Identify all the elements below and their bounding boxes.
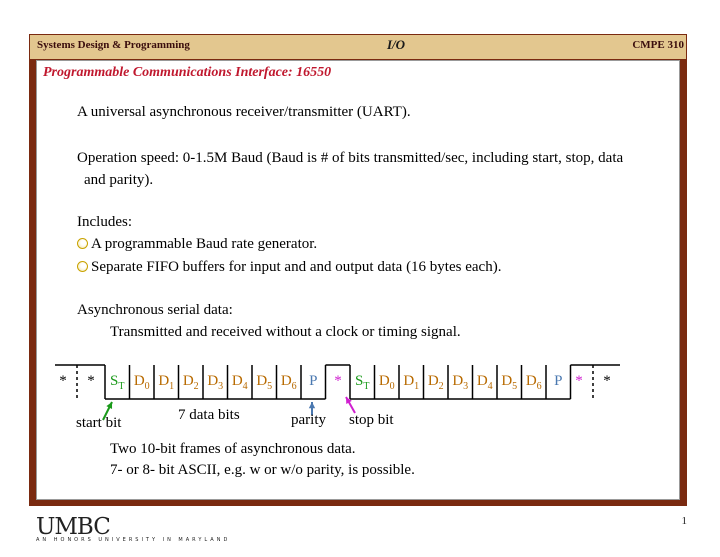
bullet-item (77, 235, 317, 253)
parity-bit-symbol: P (309, 373, 318, 389)
data-bit-symbol: $D_1$ (158, 373, 175, 392)
async-heading: Asynchronous serial data: (77, 302, 233, 318)
includes-heading: Includes: (77, 214, 132, 230)
stop-bit-label: stop bit (349, 412, 394, 428)
serial-frame-diagram (55, 355, 635, 435)
course-code: CMPE 310 (632, 39, 684, 51)
stop-bit-mark: * (334, 373, 342, 389)
data-bit-symbol: $D_0$ (133, 373, 150, 392)
data-bit-symbol: $D_4$ (476, 373, 493, 392)
idle-mark: * (59, 373, 67, 389)
data-bit-symbol: $D_5$ (501, 373, 518, 392)
idle-mark: * (603, 373, 611, 389)
umbc-logo: UMBC (36, 514, 110, 540)
parity-label: parity (291, 412, 326, 428)
data-bit-symbol: $D_4$ (231, 373, 248, 392)
topic-title: I/O (387, 37, 406, 52)
data-bit-symbol: $D_1$ (403, 373, 420, 392)
page-number: 1 (681, 515, 687, 527)
data-bit-symbol: $D_2$ (427, 373, 444, 392)
umbc-tagline: AN HONORS UNIVERSITY IN MARYLAND (36, 537, 231, 543)
parity-arrow-head (309, 402, 315, 408)
async-description: Transmitted and received without a clock or timing signal. (110, 324, 461, 340)
start-bit-label: start bit (76, 415, 122, 431)
data-bit-symbol: $D_3$ (207, 373, 224, 392)
data-bit-symbol: $D_6$ (525, 373, 542, 392)
data-bit-symbol: $D_6$ (280, 373, 297, 392)
slide-subtitle: Programmable Communications Interface: 16550 (43, 65, 332, 80)
operation-speed-line1: Operation speed: 0-1.5M Baud (Baud is # of bits transmitted/sec, including start, stop, data (77, 150, 624, 166)
course-name: Systems Design & Programming (37, 39, 190, 51)
stop-bit-mark: * (575, 373, 583, 389)
bullet-circle-icon (77, 261, 88, 272)
bullet-text: Separate FIFO buffers for input and and output data (16 bytes each). (91, 259, 502, 275)
data-bit-symbol: $D_3$ (452, 373, 469, 392)
data-bit-symbol: $D_0$ (378, 373, 395, 392)
data-bits-label: 7 data bits (178, 407, 240, 423)
data-bit-symbol: $D_5$ (256, 373, 273, 392)
parity-bit-symbol: P (554, 373, 563, 389)
operation-speed-line2: and parity). (84, 172, 154, 188)
bullet-circle-icon (77, 238, 88, 249)
frame-summary: Two 10-bit frames of asynchronous data. (110, 441, 356, 457)
start-bit-symbol: $S_T$ (355, 373, 370, 392)
waveform-labels (59, 373, 611, 392)
idle-mark: * (87, 373, 95, 389)
bullet-item (77, 258, 501, 276)
ascii-note: 7- or 8- bit ASCII, e.g. w or w/o parity, is possible. (110, 462, 415, 478)
uart-description: A universal asynchronous receiver/transmitter (UART). (77, 104, 411, 120)
start-bit-symbol: $S_T$ (110, 373, 125, 392)
data-bit-symbol: $D_2$ (182, 373, 199, 392)
bullet-text: A programmable Baud rate generator. (91, 236, 318, 252)
